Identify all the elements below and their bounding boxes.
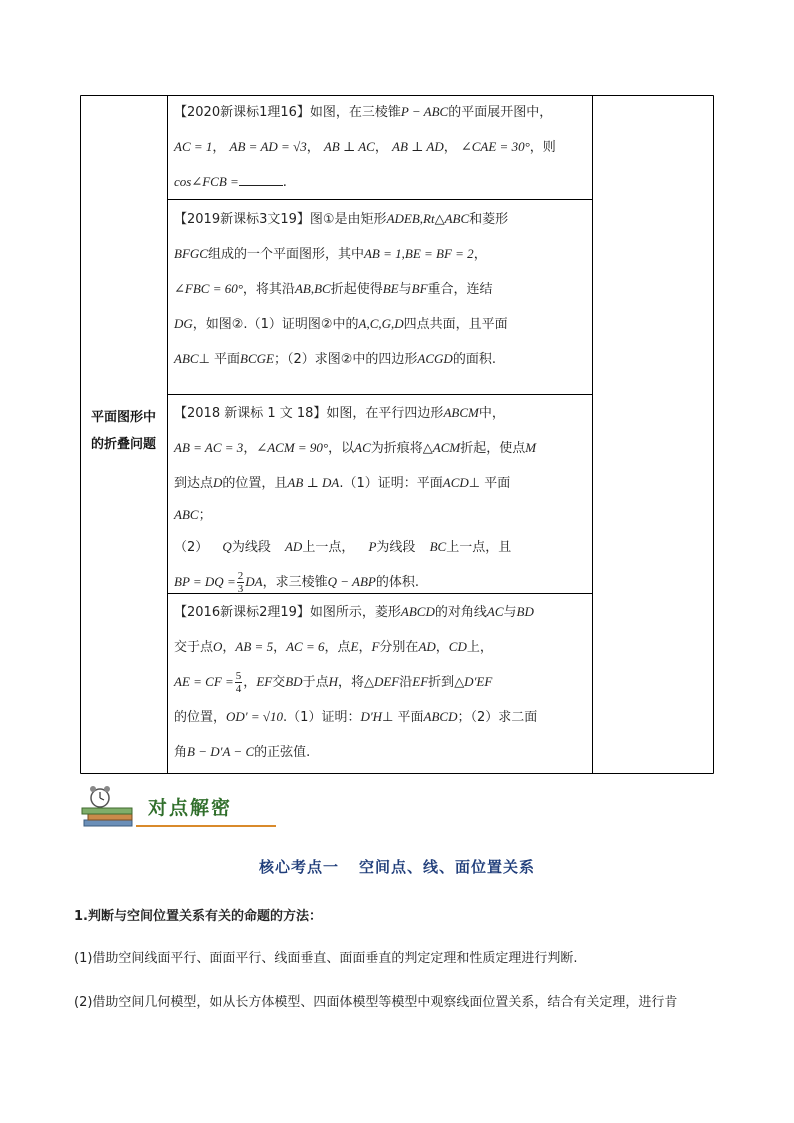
problem-line [174, 237, 592, 272]
problem-line [174, 431, 592, 466]
math: BE = BF = 2 [404, 246, 474, 261]
alarm-clock-books-icon [82, 786, 132, 826]
math: ACGD [417, 351, 453, 366]
math: CD [448, 639, 467, 654]
math: BP = DQ = [174, 574, 236, 589]
text: 的正弦值. [254, 745, 311, 760]
text: （2） [174, 540, 209, 555]
text: 【2020新课标1理16】如图，在三棱锥 [174, 105, 401, 120]
text: 的平面展开图中， [448, 105, 553, 120]
text: 组成的一个平面图形，其中 [207, 247, 364, 262]
math: BE [382, 281, 399, 296]
math: Rt△ABC [423, 211, 470, 226]
text: 【2018 新课标 1 文 18】如图，在平行四边形 [174, 406, 444, 421]
math: AB ⊥ AD [392, 139, 444, 154]
problem-2016-cell [174, 595, 592, 770]
math: BC [314, 281, 331, 296]
text: 折起使得 [330, 282, 383, 297]
problem-2018-cell [174, 396, 592, 600]
text: ，则 [529, 140, 556, 155]
math: ACD [442, 475, 469, 490]
text: 为折痕将 [370, 441, 423, 456]
text: 沿 [399, 675, 413, 690]
text: ，以 [328, 441, 355, 456]
math: G [381, 316, 392, 331]
text: 【2019新课标3文19】图①是由矩形 [174, 212, 387, 227]
math: DG [174, 316, 193, 331]
fraction-numerator: 2 [237, 570, 244, 582]
text: ，求三棱锥 [262, 575, 328, 590]
text: ⊥ 平面 [382, 710, 424, 725]
math: AB ⊥ AC [323, 139, 375, 154]
math: ABCD [400, 604, 435, 619]
text: ， [243, 441, 257, 456]
math: AD [284, 539, 303, 554]
text: 的位置， [174, 710, 227, 725]
math: OD′ = √10 [226, 709, 284, 724]
math: BD [516, 604, 534, 619]
text: ， [358, 640, 372, 655]
text: 的对角线 [434, 605, 487, 620]
text: .（1）证明： [283, 710, 361, 725]
math: D′H [360, 709, 383, 724]
problem-line [174, 342, 592, 377]
text: 上一点，且 [446, 540, 512, 555]
text: ，将 [337, 675, 364, 690]
text: 的位置，且 [222, 476, 288, 491]
math: D [394, 316, 404, 331]
math: EF [256, 674, 273, 689]
math: E [350, 639, 359, 654]
text: 与 [398, 282, 412, 297]
fraction-denominator: 4 [235, 683, 242, 695]
answer-blank [239, 171, 283, 186]
problem-line [174, 307, 592, 342]
text: 为线段 [231, 540, 271, 555]
math: ABCD [423, 709, 458, 724]
text: 分别在 [379, 640, 419, 655]
math: O [213, 639, 223, 654]
text: ， [243, 675, 257, 690]
math: AE = CF = [174, 674, 234, 689]
problem-line [174, 95, 592, 130]
text: ， [374, 140, 388, 155]
text: 【2016新课标2理19】如图所示，菱形 [174, 605, 401, 620]
math: AC = 1 [174, 139, 213, 154]
text: , [401, 246, 405, 261]
category-line: 的折叠问题 [90, 437, 156, 452]
text: ； [198, 508, 212, 523]
math: DA [245, 574, 263, 589]
text: 角 [174, 745, 188, 760]
problem-line [174, 700, 592, 735]
problem-line [174, 630, 592, 665]
text: 交于点 [174, 640, 214, 655]
problem-line [174, 165, 592, 200]
text: 与 [503, 605, 517, 620]
text: .（1）证明：平面 [339, 476, 443, 491]
text: , [310, 281, 315, 296]
math: AB = 5 [235, 639, 274, 654]
text: ， [443, 140, 457, 155]
problem-line [174, 501, 592, 530]
problem-line [174, 595, 592, 630]
text: 上一点， [302, 540, 355, 555]
math: Q − ABP [327, 574, 376, 589]
math: BC [429, 539, 447, 554]
fraction-numerator: 5 [235, 670, 242, 682]
math: ∠CAE = 30° [460, 139, 530, 154]
math: ABCM [443, 405, 479, 420]
problem-line [174, 735, 592, 770]
text: ；（2）求图②中的四边形 [273, 352, 418, 367]
math: P − ABC [400, 104, 449, 119]
text: 于点 [302, 675, 329, 690]
problem-line [174, 665, 592, 700]
math: △D′EF [454, 674, 493, 689]
problem-2020-cell [174, 95, 592, 200]
math: H [328, 674, 338, 689]
text: 为线段 [376, 540, 416, 555]
text: 折起，使点 [460, 441, 526, 456]
text: , [419, 211, 424, 226]
math: F [371, 639, 380, 654]
text: 交 [272, 675, 286, 690]
math: ABC [174, 351, 199, 366]
text: ， [222, 640, 236, 655]
text: ⊥ 平面 [468, 476, 511, 491]
category-line: 平面图形中 [90, 410, 156, 425]
problem-line [174, 396, 592, 431]
text: , [366, 316, 370, 331]
text: 和菱形 [469, 212, 509, 227]
math: A [358, 316, 367, 331]
text: 上， [466, 640, 493, 655]
fraction [237, 570, 245, 595]
text: 四点共面，且平面 [403, 317, 508, 332]
text: ， [435, 640, 449, 655]
text: ， [473, 247, 487, 262]
text: ，将其沿 [242, 282, 295, 297]
math: AB ⊥ DA [287, 475, 340, 490]
math: C [369, 316, 379, 331]
text: 中， [478, 406, 505, 421]
text: ⊥ 平面 [198, 352, 241, 367]
math: AB [294, 281, 311, 296]
math: D [213, 475, 223, 490]
text: ， [212, 140, 226, 155]
math: P [368, 539, 377, 554]
math: BCGE [240, 351, 274, 366]
math: ∠FBC = 60° [174, 281, 243, 296]
problem-line [174, 130, 592, 165]
math: ADEB [386, 211, 420, 226]
math: AC [354, 440, 371, 455]
math: M [525, 440, 537, 455]
math: cos∠FCB = [174, 174, 239, 189]
text: 到达点 [174, 476, 214, 491]
section-title [0, 856, 794, 877]
text: , [378, 316, 382, 331]
text: , [391, 316, 395, 331]
math: EF [412, 674, 429, 689]
math: AB = 1 [363, 246, 402, 261]
math: AB = AD = √3 [229, 139, 307, 154]
banner-title: 对点解密 [148, 797, 233, 819]
math: AD [418, 639, 436, 654]
math: BD [285, 674, 303, 689]
math: ABC [174, 507, 199, 522]
text: 的面积. [452, 352, 496, 367]
text: ， [273, 640, 287, 655]
text: ， [306, 140, 320, 155]
math: BF [411, 281, 428, 296]
math: ∠ACM = 90° [256, 440, 329, 455]
text: ，如图②.（1）证明图②中的 [192, 317, 359, 332]
math: BFGC [174, 246, 208, 261]
problem-line [174, 466, 592, 501]
method-heading: 1.判断与空间位置关系有关的命题的方法： [74, 909, 322, 924]
section-title-part: 核心考点一 [258, 858, 339, 876]
math: AC [486, 604, 504, 619]
text: . [282, 175, 287, 190]
text: 的体积. [375, 575, 419, 590]
math: B − D′A − C [187, 744, 255, 759]
math: △ACM [422, 440, 461, 455]
problem-line [174, 272, 592, 307]
text: 折到 [428, 675, 455, 690]
problem-line [174, 202, 592, 237]
method-item-1: (1)借助空间线面平行、面面平行、线面垂直、面面垂直的判定定理和性质定理进行判断. [74, 951, 578, 966]
problem-line [174, 530, 592, 565]
math: AC = 6 [286, 639, 325, 654]
method-item-2: (2)借助空间几何模型，如从长方体模型、四面体模型等模型中观察线面位置关系，结合有关定理，进行肯 [74, 995, 678, 1010]
text: ；（2）求二面 [457, 710, 538, 725]
fraction-denominator: 3 [237, 583, 244, 595]
category-cell [80, 404, 167, 458]
problem-2019-cell [174, 202, 592, 377]
math: △DEF [363, 674, 400, 689]
math: AB = AC = 3 [174, 440, 244, 455]
fraction [235, 670, 243, 695]
text: ，点 [324, 640, 351, 655]
text: 重合，连结 [427, 282, 493, 297]
math: Q [222, 539, 232, 554]
section-title-part: 空间点、线、面位置关系 [359, 858, 536, 876]
